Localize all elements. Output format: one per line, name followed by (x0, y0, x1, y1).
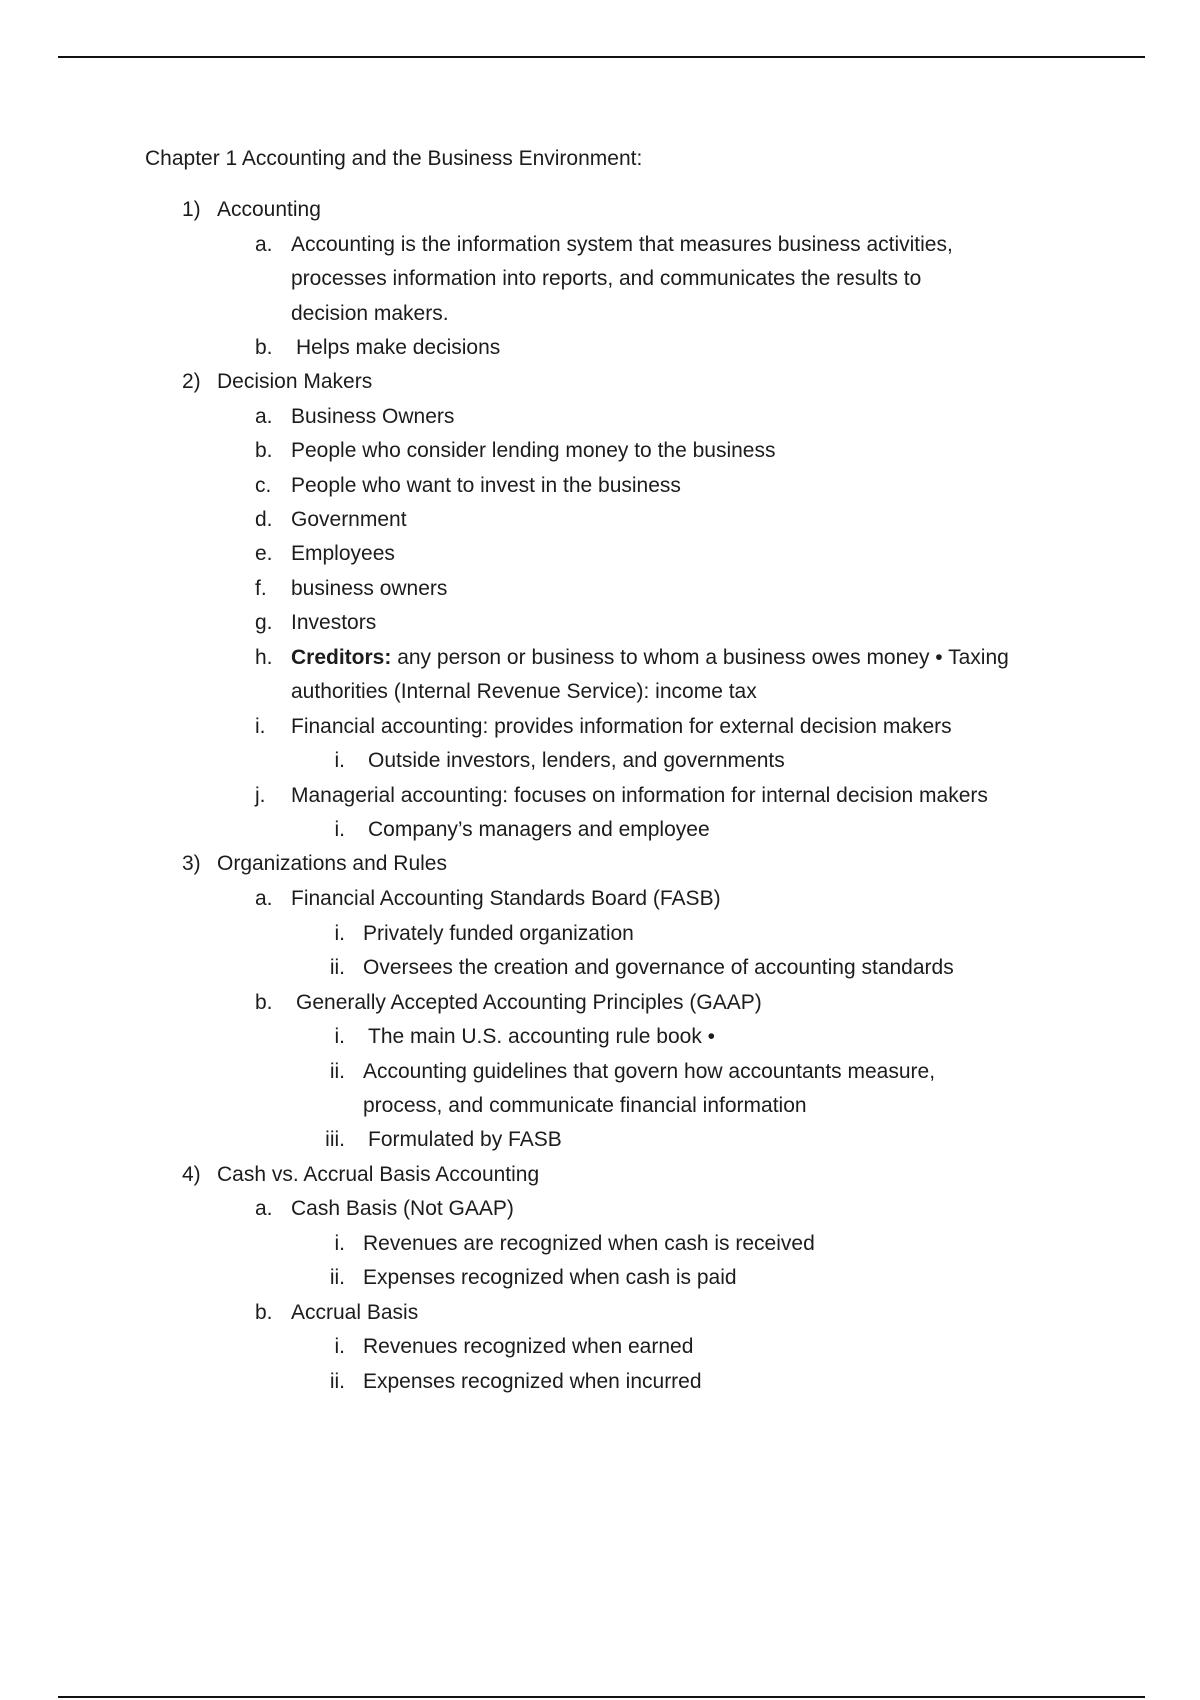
footer-rule (58, 1696, 1145, 1698)
list-item: Investors (291, 611, 377, 634)
chapter-title: Chapter 1 Accounting and the Business Environment: (145, 147, 643, 170)
list-marker: b. (255, 336, 273, 359)
list-marker: g. (255, 611, 273, 634)
list-item: Cash Basis (Not GAAP) (291, 1197, 514, 1220)
list-marker: 3) (182, 852, 201, 875)
creditors-definition: any person or business to whom a business owes money • Taxing (391, 646, 1009, 669)
list-item: Financial Accounting Standards Board (FASB) (291, 887, 721, 910)
list-item: Oversees the creation and governance of accounting standards (363, 956, 954, 979)
list-marker: i. (334, 818, 345, 841)
list-item: Company’s managers and employee (368, 818, 710, 841)
list-marker: d. (255, 508, 273, 531)
list-item-continuation: decision makers. (291, 302, 449, 325)
list-marker: ii. (329, 1266, 345, 1289)
list-marker: 2) (182, 370, 201, 393)
list-marker: a. (255, 405, 273, 428)
list-marker: b. (255, 439, 273, 462)
list-marker: a. (255, 887, 273, 910)
list-marker: a. (255, 233, 273, 256)
list-marker: 4) (182, 1163, 201, 1186)
list-item-creditors (291, 644, 1009, 672)
list-marker: ii. (329, 1370, 345, 1393)
list-marker: i. (334, 1232, 345, 1255)
header-rule (58, 56, 1145, 58)
list-item: Outside investors, lenders, and governments (368, 749, 785, 772)
list-item-continuation: processes information into reports, and communicates the results to (291, 267, 922, 290)
list-marker: h. (255, 646, 273, 669)
list-marker: iii. (325, 1128, 345, 1151)
section-heading: Organizations and Rules (217, 852, 447, 875)
list-item: Generally Accepted Accounting Principles (GAAP) (296, 991, 762, 1014)
list-item: Managerial accounting: focuses on information for internal decision makers (291, 784, 988, 807)
list-item: Helps make decisions (296, 336, 501, 359)
list-marker: b. (255, 1301, 273, 1324)
list-marker: i. (334, 749, 345, 772)
list-item: Business Owners (291, 405, 455, 428)
list-item: Expenses recognized when cash is paid (363, 1266, 737, 1289)
list-marker: f. (255, 577, 267, 600)
list-marker: i. (255, 715, 266, 738)
list-marker: i. (334, 922, 345, 945)
list-marker: i. (334, 1335, 345, 1358)
list-item: Expenses recognized when incurred (363, 1370, 702, 1393)
list-marker: ii. (329, 1060, 345, 1083)
list-marker: j. (255, 784, 266, 807)
list-marker: a. (255, 1197, 273, 1220)
list-marker: 1) (182, 198, 201, 221)
list-marker: e. (255, 542, 273, 565)
list-marker: i. (334, 1025, 345, 1048)
list-marker: ii. (329, 956, 345, 979)
list-item-continuation: authorities (Internal Revenue Service): income tax (291, 680, 757, 703)
list-item: Employees (291, 542, 395, 565)
list-item: The main U.S. accounting rule book • (368, 1025, 716, 1048)
list-item: business owners (291, 577, 448, 600)
creditors-term: Creditors: (291, 646, 392, 669)
list-item: Formulated by FASB (368, 1128, 562, 1151)
list-item: Revenues are recognized when cash is received (363, 1232, 815, 1255)
list-item: Privately funded organization (363, 922, 634, 945)
list-item: Financial accounting: provides information for external decision makers (291, 715, 952, 738)
list-item: Accounting is the information system that measures business activities, (291, 233, 953, 256)
list-item: Accounting guidelines that govern how accountants measure, (363, 1060, 936, 1083)
list-item: Accrual Basis (291, 1301, 419, 1324)
section-heading: Decision Makers (217, 370, 373, 393)
list-item: People who want to invest in the business (291, 474, 681, 497)
section-heading: Cash vs. Accrual Basis Accounting (217, 1163, 540, 1186)
list-marker: c. (255, 474, 272, 497)
list-marker: b. (255, 991, 273, 1014)
section-heading: Accounting (217, 198, 321, 221)
list-item: People who consider lending money to the business (291, 439, 776, 462)
list-item: Revenues recognized when earned (363, 1335, 694, 1358)
list-item: Government (291, 508, 407, 531)
list-item-continuation: process, and communicate financial information (363, 1094, 807, 1117)
